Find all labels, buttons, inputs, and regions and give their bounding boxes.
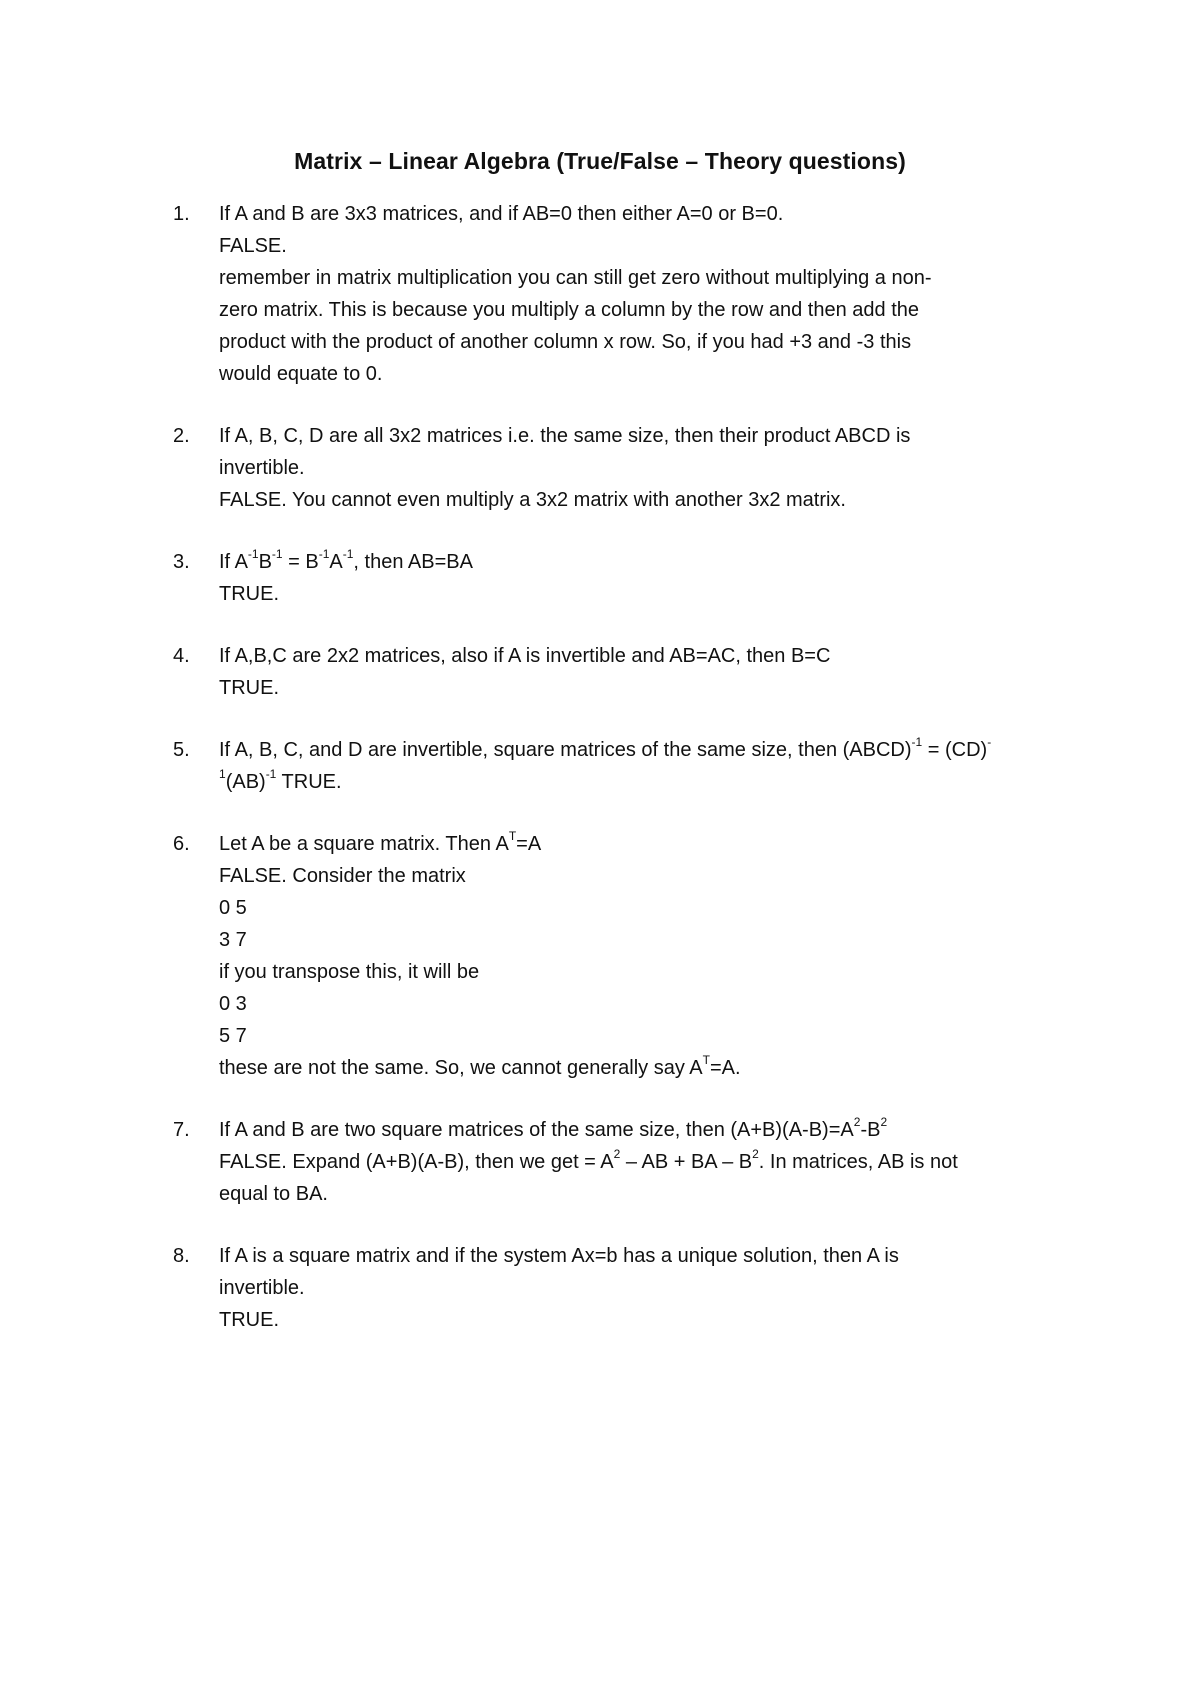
superscript: 1 [219,767,226,782]
question-5 [173,734,1053,798]
question-number: 5. [173,739,190,761]
superscript: -1 [911,735,923,750]
question-3-answer: TRUE. [219,583,279,605]
question-6-answer: FALSE. Consider the matrix [219,865,466,887]
superscript: T [702,1053,710,1068]
question-7-answer [219,1146,1053,1178]
question-6 [173,828,1053,1084]
statement-part: Let A be a square matrix. Then A [219,833,509,855]
superscript: -1 [271,547,283,562]
superscript: 2 [880,1115,888,1130]
question-7-statement [219,1114,1053,1146]
question-6-statement [219,828,1053,860]
question-3-statement [219,546,1053,578]
question-number: 7. [173,1119,190,1141]
question-1-explanation-line-4: would equate to 0. [219,363,383,385]
superscript: 2 [853,1115,861,1130]
statement-part: If A [219,551,248,573]
question-6-conclusion [219,1052,1053,1084]
matrix-row: 5 7 [219,1025,247,1047]
question-2-statement-line-1: If A, B, C, D are all 3x2 matrices i.e. the same size, then their product ABCD is [219,425,911,447]
question-1-explanation-line-3: product with the product of another column x row. So, if you had +3 and -3 this [219,331,912,353]
question-number: 3. [173,551,190,573]
statement-part: , then AB=BA [353,551,473,573]
matrix-row: 0 5 [219,897,247,919]
superscript: -1 [342,547,354,562]
question-1-answer: FALSE. [219,235,287,257]
question-2 [173,420,1053,516]
statement-part: = B [282,551,319,573]
question-4-statement: If A,B,C are 2x2 matrices, also if A is invertible and AB=AC, then B=C [219,645,831,667]
question-7 [173,1114,1053,1210]
statement-part: -B [860,1119,881,1141]
statement-part: A [329,551,343,573]
question-2-statement-line-2: invertible. [219,457,305,479]
statement-part: TRUE. [276,771,342,793]
page-title: Matrix – Linear Algebra (True/False – Theory questions) [294,148,906,174]
statement-part: = (CD) [922,739,988,761]
superscript: -1 [247,547,259,562]
question-2-answer: FALSE. You cannot even multiply a 3x2 matrix with another 3x2 matrix. [219,489,846,511]
question-number: 8. [173,1245,190,1267]
statement-part: – AB + BA – B [620,1151,753,1173]
statement-part: If A, B, C, and D are invertible, square matrices of the same size, then (ABCD) [219,739,912,761]
question-number: 4. [173,645,190,667]
question-1-explanation-line-1: remember in matrix multiplication you can still get zero without multiplying a non- [219,267,932,289]
question-1-statement: If A and B are 3x3 matrices, and if AB=0 then either A=0 or B=0. [219,203,784,225]
question-6-explanation: if you transpose this, it will be [219,961,480,983]
question-3 [173,546,1053,610]
superscript: - [987,735,992,750]
question-4-answer: TRUE. [219,677,279,699]
statement-part: If A and B are two square matrices of the same size, then (A+B)(A-B)=A [219,1119,854,1141]
question-5-statement-line-2 [219,766,1053,798]
question-4 [173,640,1053,704]
question-8-statement-line-1: If A is a square matrix and if the system Ax=b has a unique solution, then A is [219,1245,899,1267]
statement-part: . In matrices, AB is not [758,1151,958,1173]
statement-part: these are not the same. So, we cannot generally say A [219,1057,703,1079]
question-number: 1. [173,203,190,225]
statement-part: (AB) [225,771,266,793]
superscript: -1 [318,547,330,562]
statement-part: =A. [709,1057,741,1079]
matrix-row: 3 7 [219,929,247,951]
question-1 [173,198,1053,390]
question-8-statement-line-2: invertible. [219,1277,305,1299]
superscript: 2 [613,1147,621,1162]
matrix-row: 0 3 [219,993,247,1015]
question-8 [173,1240,1053,1336]
question-1-explanation-line-2: zero matrix. This is because you multiply a column by the row and then add the [219,299,919,321]
statement-part: FALSE. Expand (A+B)(A-B), then we get = A [219,1151,614,1173]
question-7-answer-line-2: equal to BA. [219,1183,328,1205]
superscript: -1 [265,767,277,782]
statement-part: =A [516,833,542,855]
question-list [173,198,1053,1366]
question-5-statement-line-1 [219,734,1053,766]
statement-part: B [258,551,272,573]
question-8-answer: TRUE. [219,1309,279,1331]
superscript: 2 [752,1147,759,1162]
question-number: 6. [173,833,190,855]
superscript: T [508,829,517,844]
question-number: 2. [173,425,190,447]
